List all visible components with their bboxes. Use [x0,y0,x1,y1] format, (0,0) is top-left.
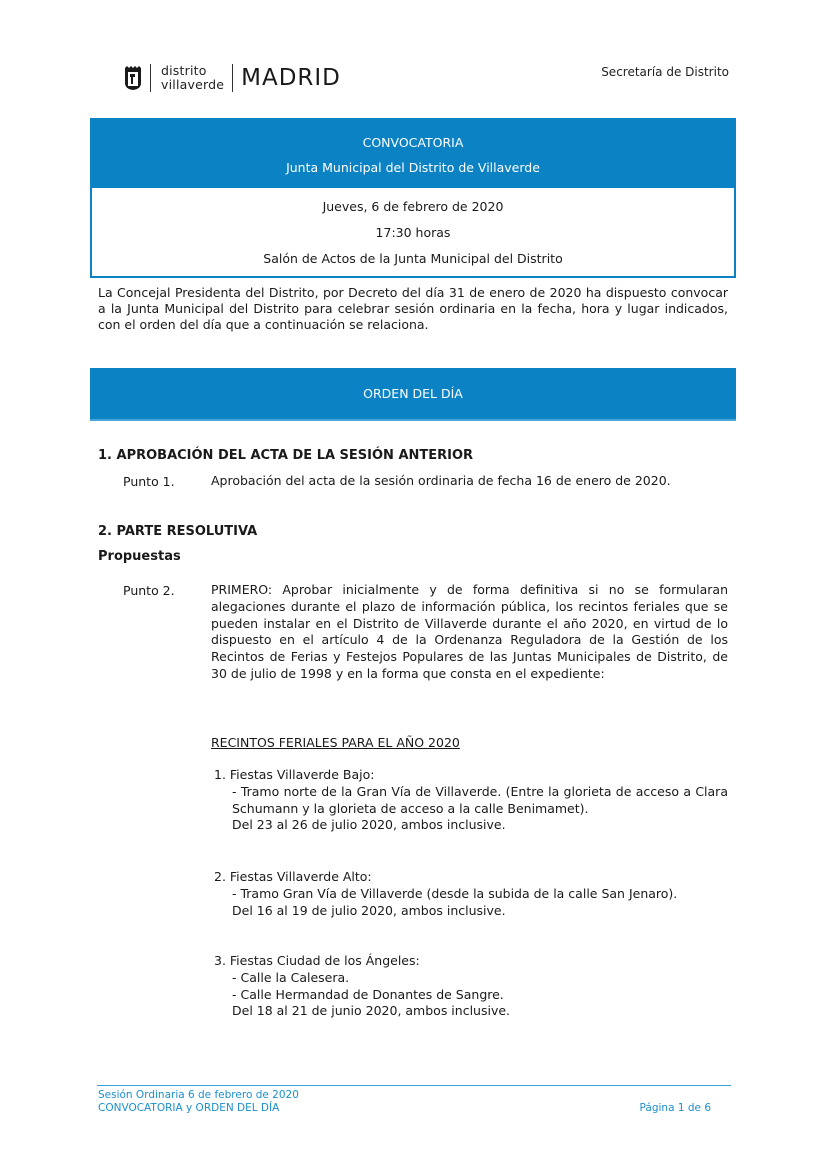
punto-2-label: Punto 2. [123,583,175,598]
session-time: 17:30 horas [375,225,451,240]
recinto-item [214,953,728,1020]
madrid-villaverde-logo [124,62,341,94]
logo-district-line2: villaverde [161,77,225,92]
logo-city: MADRID [241,65,341,91]
recinto-location: - Calle Hermandad de Donantes de Sangre. [232,986,504,1002]
session-date: Jueves, 6 de febrero de 2020 [322,199,504,214]
page-number: Página 1 de 6 [639,1102,711,1114]
recinto-title: 3. Fiestas Ciudad de los Ángeles: [214,953,420,968]
propuestas-subheading: Propuestas [98,549,181,564]
recinto-item [214,767,728,834]
orden-del-dia-title: ORDEN DEL DÍA [363,386,463,401]
recinto-dates: Del 18 al 21 de junio 2020, ambos inclusive. [232,1003,511,1019]
punto-1-text: Aprobación del acta de la sesión ordinaria de fecha 16 de enero de 2020. [211,473,671,488]
section-2-heading: 2. PARTE RESOLUTIVA [98,524,258,539]
convocatoria-details [92,188,734,276]
recintos-title: RECINTOS FERIALES PARA EL AÑO 2020 [211,735,460,750]
intro-paragraph: La Concejal Presidenta del Distrito, por Decreto del día 31 de enero de 2020 ha dispuesto convocar a la Junta Municipal del Distrito para celebrar sesión ordinaria en la fecha, hora y lugar indicados, con el orden del día que a continuación se relaciona. [98,285,728,332]
footer-divider [97,1085,731,1086]
logo-divider [232,64,233,92]
convocatoria-title: CONVOCATORIA [362,135,464,150]
recinto-location: - Tramo Gran Vía de Villaverde (desde la subida de la calle San Jenaro). [232,885,678,901]
convocatoria-body-name: Junta Municipal del Distrito de Villaverde [286,160,540,175]
logo-district-name [161,64,224,92]
footer-session: Sesión Ordinaria 6 de febrero de 2020 [98,1089,299,1101]
recinto-dates: Del 23 al 26 de julio 2020, ambos inclusive. [232,817,506,833]
footer-document-title: CONVOCATORIA y ORDEN DEL DÍA [98,1102,280,1114]
recinto-location: - Calle la Calesera. [232,969,350,985]
logo-district-line1: distrito [161,63,207,78]
recinto-title: 2. Fiestas Villaverde Alto: [214,869,372,884]
recinto-location: - Tramo norte de la Gran Vía de Villaverde. (Entre la glorieta de acceso a Clara Schumann y la glorieta de acceso a la calle Benimamet). [232,783,728,816]
recinto-dates: Del 16 al 19 de julio 2020, ambos inclusive. [232,902,506,918]
madrid-coat-of-arms-icon [124,65,142,91]
orden-del-dia-banner [90,368,736,421]
convocatoria-header [92,120,734,188]
punto-1-label: Punto 1. [123,474,175,489]
recinto-item [214,869,728,919]
logo-divider [150,64,151,92]
department-label: Secretaría de Distrito [601,65,729,79]
convocatoria-box [90,118,736,278]
section-1-heading: 1. APROBACIÓN DEL ACTA DE LA SESIÓN ANTERIOR [98,448,474,463]
session-place: Salón de Actos de la Junta Municipal del Distrito [263,251,563,266]
recinto-title: 1. Fiestas Villaverde Bajo: [214,767,375,782]
punto-2-text: PRIMERO: Aprobar inicialmente y de forma definitiva si no se formularan alegaciones durante el plazo de información pública, los recintos feriales que se pueden instalar en el Distrito de Villaverde durante el año 2020, en virtud de lo dispuesto en el artículo 4 de la Ordenanza Reguladora de la Gestión de los Recintos de Ferias y Festejos Populares de las Juntas Municipales de Distrito, de 30 de julio de 1998 y en la forma que consta en el expediente: [211,582,728,681]
